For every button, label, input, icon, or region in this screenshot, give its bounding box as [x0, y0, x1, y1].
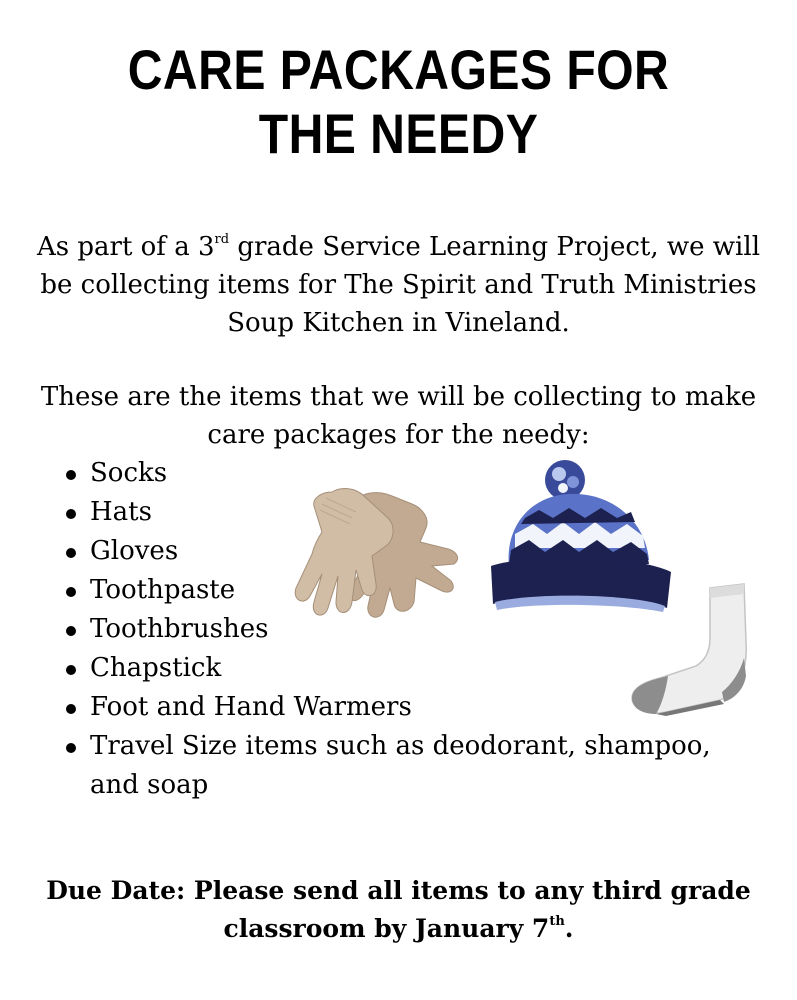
list-item: Toothpaste: [62, 571, 752, 610]
page-title: [56, 38, 741, 166]
sock-image: [626, 580, 760, 718]
list-item: Chapstick: [62, 649, 752, 688]
due-date-ordinal-suffix: th: [549, 914, 565, 929]
collect-paragraph: These are the items that we will be collecting to make care packages for the needy:: [40, 382, 757, 450]
list-item: Hats: [62, 493, 752, 532]
title-line-2: THE NEEDY: [258, 102, 539, 165]
gloves-image: [292, 484, 464, 629]
intro-text-end: grade Service Learning Project, we will be collecting items for The Spirit and Truth Ministries Soup Kitchen in Vineland.: [40, 232, 761, 338]
list-item: Travel Size items such as deodorant, shampoo, and soap: [62, 727, 752, 805]
intro-text-start: As part of a 3: [36, 232, 215, 262]
title-line-1: CARE PACKAGES FOR: [127, 38, 670, 101]
list-item: Foot and Hand Warmers: [62, 688, 752, 727]
intro-ordinal-suffix: rd: [214, 232, 230, 247]
due-date-text: Due Date: Please send all items to any third grade classroom by January 7: [46, 876, 751, 943]
intro-paragraph: [30, 228, 767, 342]
list-item: Socks: [62, 454, 752, 493]
list-item: Toothbrushes: [62, 610, 752, 649]
list-item: Gloves: [62, 532, 752, 571]
due-date-period: .: [564, 914, 574, 943]
due-date-notice: [40, 872, 757, 948]
